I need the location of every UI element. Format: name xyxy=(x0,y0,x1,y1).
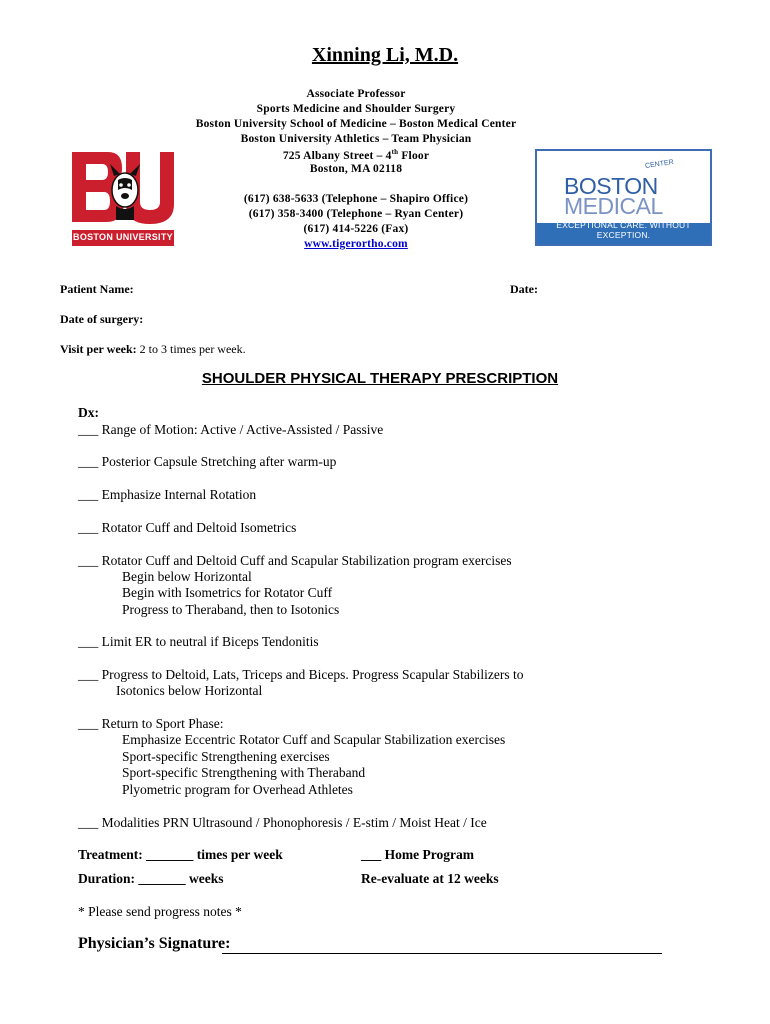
bmc-tagline: EXCEPTIONAL CARE. WITHOUT EXCEPTION. xyxy=(556,220,691,240)
rx-item-limit-er: ___ Limit ER to neutral if Biceps Tendonitis xyxy=(78,634,319,649)
header-phone-office: (617) 638-5633 (Telephone – Shapiro Office) xyxy=(243,193,469,205)
rx-item-return-to-sport: ___ Return to Sport Phase: xyxy=(78,716,224,731)
patient-name-label: Patient Name: xyxy=(60,282,134,296)
header-phone-ryan: (617) 358-3400 (Telephone – Ryan Center) xyxy=(248,208,464,220)
doctor-name: Xinning Li, M.D. xyxy=(311,44,459,66)
header-specialty-line: Sports Medicine and Shoulder Surgery xyxy=(256,103,456,115)
progress-notes-note: * Please send progress notes * xyxy=(78,904,242,919)
header-address-city: Boston, MA 02118 xyxy=(309,163,403,175)
bmc-logo-boston: BOSTON xyxy=(564,173,658,199)
rx-sub-progress-theraband: Progress to Theraband, then to Isotonics xyxy=(122,602,340,617)
signature-label: Physician’s Signature: xyxy=(78,935,231,952)
date-label: Date: xyxy=(510,282,538,296)
home-program: ___ Home Program xyxy=(361,847,474,862)
rx-item-progress-deltoid: ___ Progress to Deltoid, Lats, Triceps and Biceps. Progress Scapular Stabilizers to xyxy=(78,667,524,682)
rx-item-isometrics: ___ Rotator Cuff and Deltoid Isometrics xyxy=(78,520,297,535)
header-school-line: Boston University School of Medicine – Boston Medical Center xyxy=(195,118,517,130)
header-title-line: Associate Professor xyxy=(306,88,406,100)
rx-sub-sport-theraband: Sport-specific Strengthening with Theraband xyxy=(122,765,366,780)
header-address-street: 725 Albany Street – 4th Floor xyxy=(282,148,430,162)
signature-line[interactable] xyxy=(222,953,662,954)
rx-sub-plyometric: Plyometric program for Overhead Athletes xyxy=(122,782,353,797)
bmc-logo xyxy=(535,149,712,246)
rx-sub-isotonics: Isotonics below Horizontal xyxy=(116,683,263,698)
reevaluate: Re-evaluate at 12 weeks xyxy=(361,871,499,886)
rx-item-stabilization: ___ Rotator Cuff and Deltoid Cuff and Scapular Stabilization program exercises xyxy=(78,553,512,568)
header-athletics-line: Boston University Athletics – Team Physician xyxy=(240,133,472,145)
bmc-center-text: CENTER xyxy=(644,159,675,170)
header-fax: (617) 414-5226 (Fax) xyxy=(303,223,409,235)
rx-sub-begin-isometrics: Begin with Isometrics for Rotator Cuff xyxy=(122,585,333,600)
surgery-date-label: Date of surgery: xyxy=(60,312,144,326)
dx-label: Dx: xyxy=(78,405,99,420)
duration: Duration: _______ weeks xyxy=(78,871,224,886)
website-link[interactable]: www.tigerortho.com xyxy=(304,238,408,250)
visit-per-week xyxy=(60,342,246,357)
prescription-title: SHOULDER PHYSICAL THERAPY PRESCRIPTION xyxy=(201,370,559,387)
bu-logo-text: BOSTON UNIVERSITY xyxy=(73,232,173,242)
visit-value: 2 to 3 times per week. xyxy=(136,342,246,356)
rx-item-range-of-motion: ___ Range of Motion: Active / Active-Assisted / Passive xyxy=(78,422,384,437)
bu-logo xyxy=(70,150,178,250)
rx-sub-eccentric: Emphasize Eccentric Rotator Cuff and Scapular Stabilization exercises xyxy=(122,732,506,747)
rx-item-internal-rotation: ___ Emphasize Internal Rotation xyxy=(78,487,257,502)
rx-item-modalities: ___ Modalities PRN Ultrasound / Phonophoresis / E-stim / Moist Heat / Ice xyxy=(78,815,487,830)
treatment-frequency: Treatment: _______ times per week xyxy=(78,847,283,862)
bmc-logo-medical: MEDICAL xyxy=(564,193,663,219)
rx-sub-begin-below: Begin below Horizontal xyxy=(122,569,252,584)
rx-sub-sport-strengthening: Sport-specific Strengthening exercises xyxy=(122,749,330,764)
visit-label: Visit per week: xyxy=(60,342,137,356)
rx-item-posterior-capsule: ___ Posterior Capsule Stretching after warm-up xyxy=(78,454,337,469)
